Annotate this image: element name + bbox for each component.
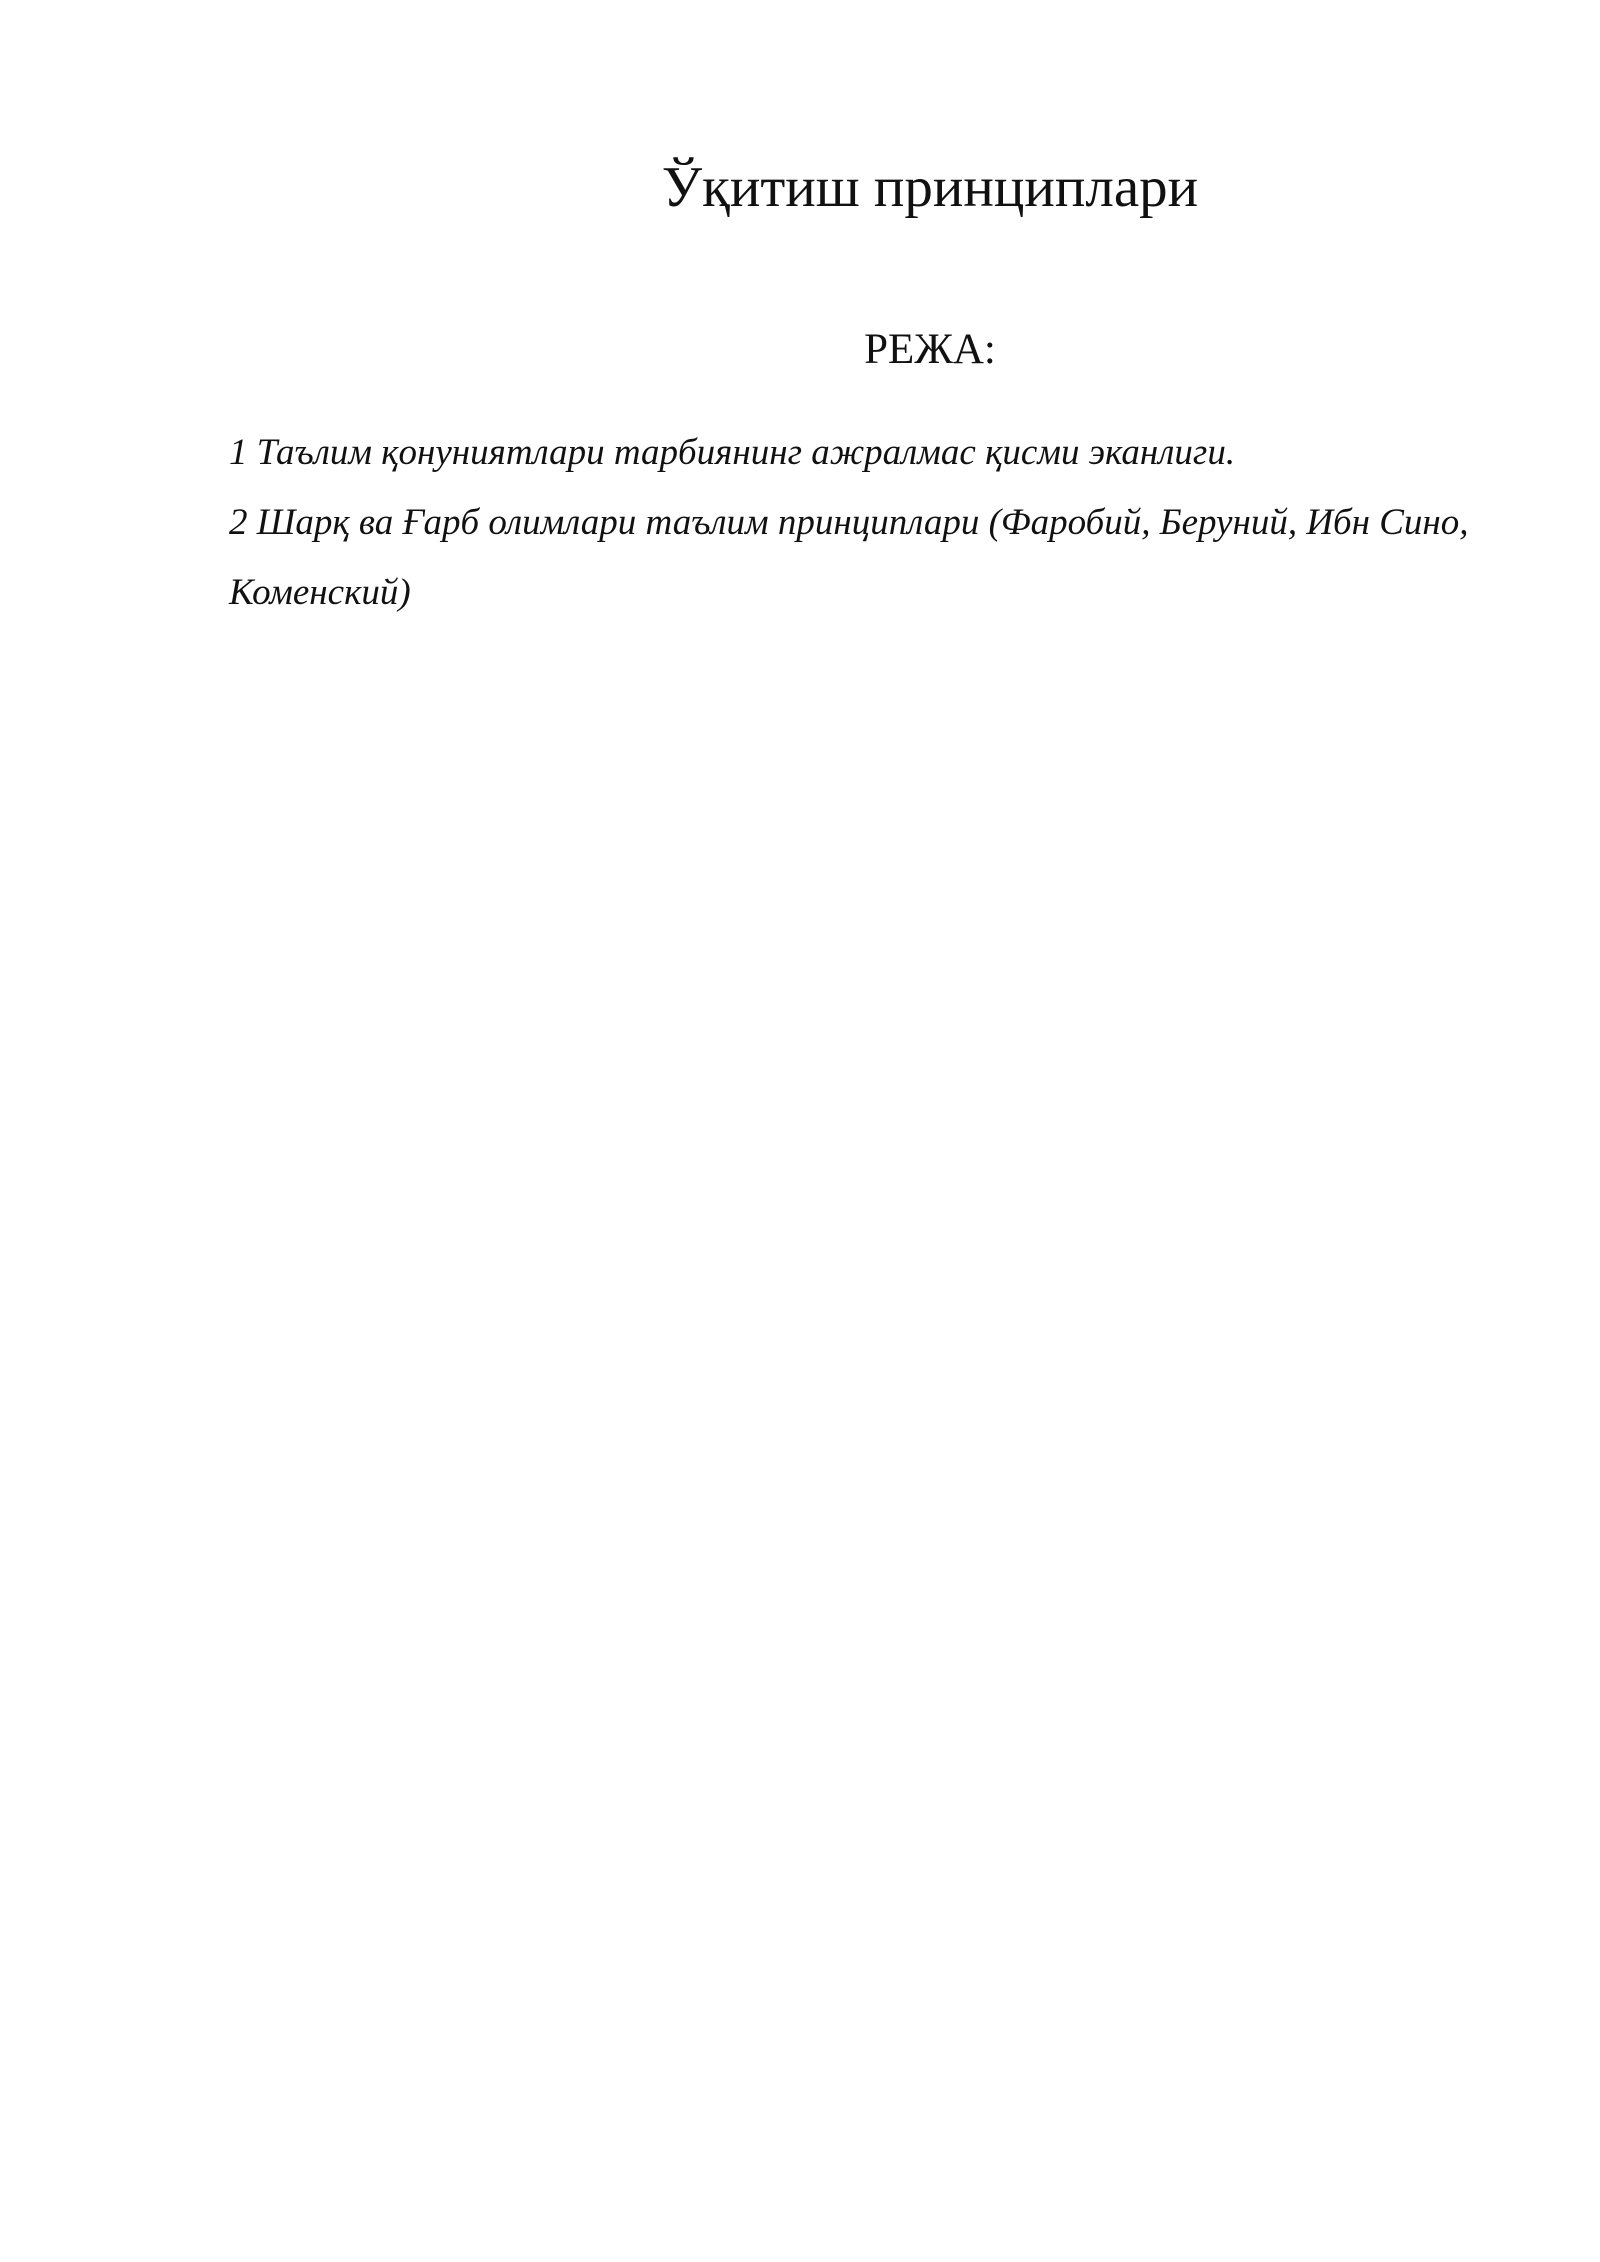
plan-heading: РЕЖА: xyxy=(864,326,996,373)
plan-list xyxy=(229,418,1489,628)
page-title: Ўқитиш принциплари xyxy=(661,156,1199,219)
plan-item: 1 Таълим қонуниятлари тарбиянинг ажралмас қисми эканлиги. xyxy=(229,432,1236,473)
plan-item: 2 Шарқ ва Ғарб олимлари таълим принциплари (Фаробий, Беруний, Ибн Сино, Коменский) xyxy=(229,502,1469,613)
